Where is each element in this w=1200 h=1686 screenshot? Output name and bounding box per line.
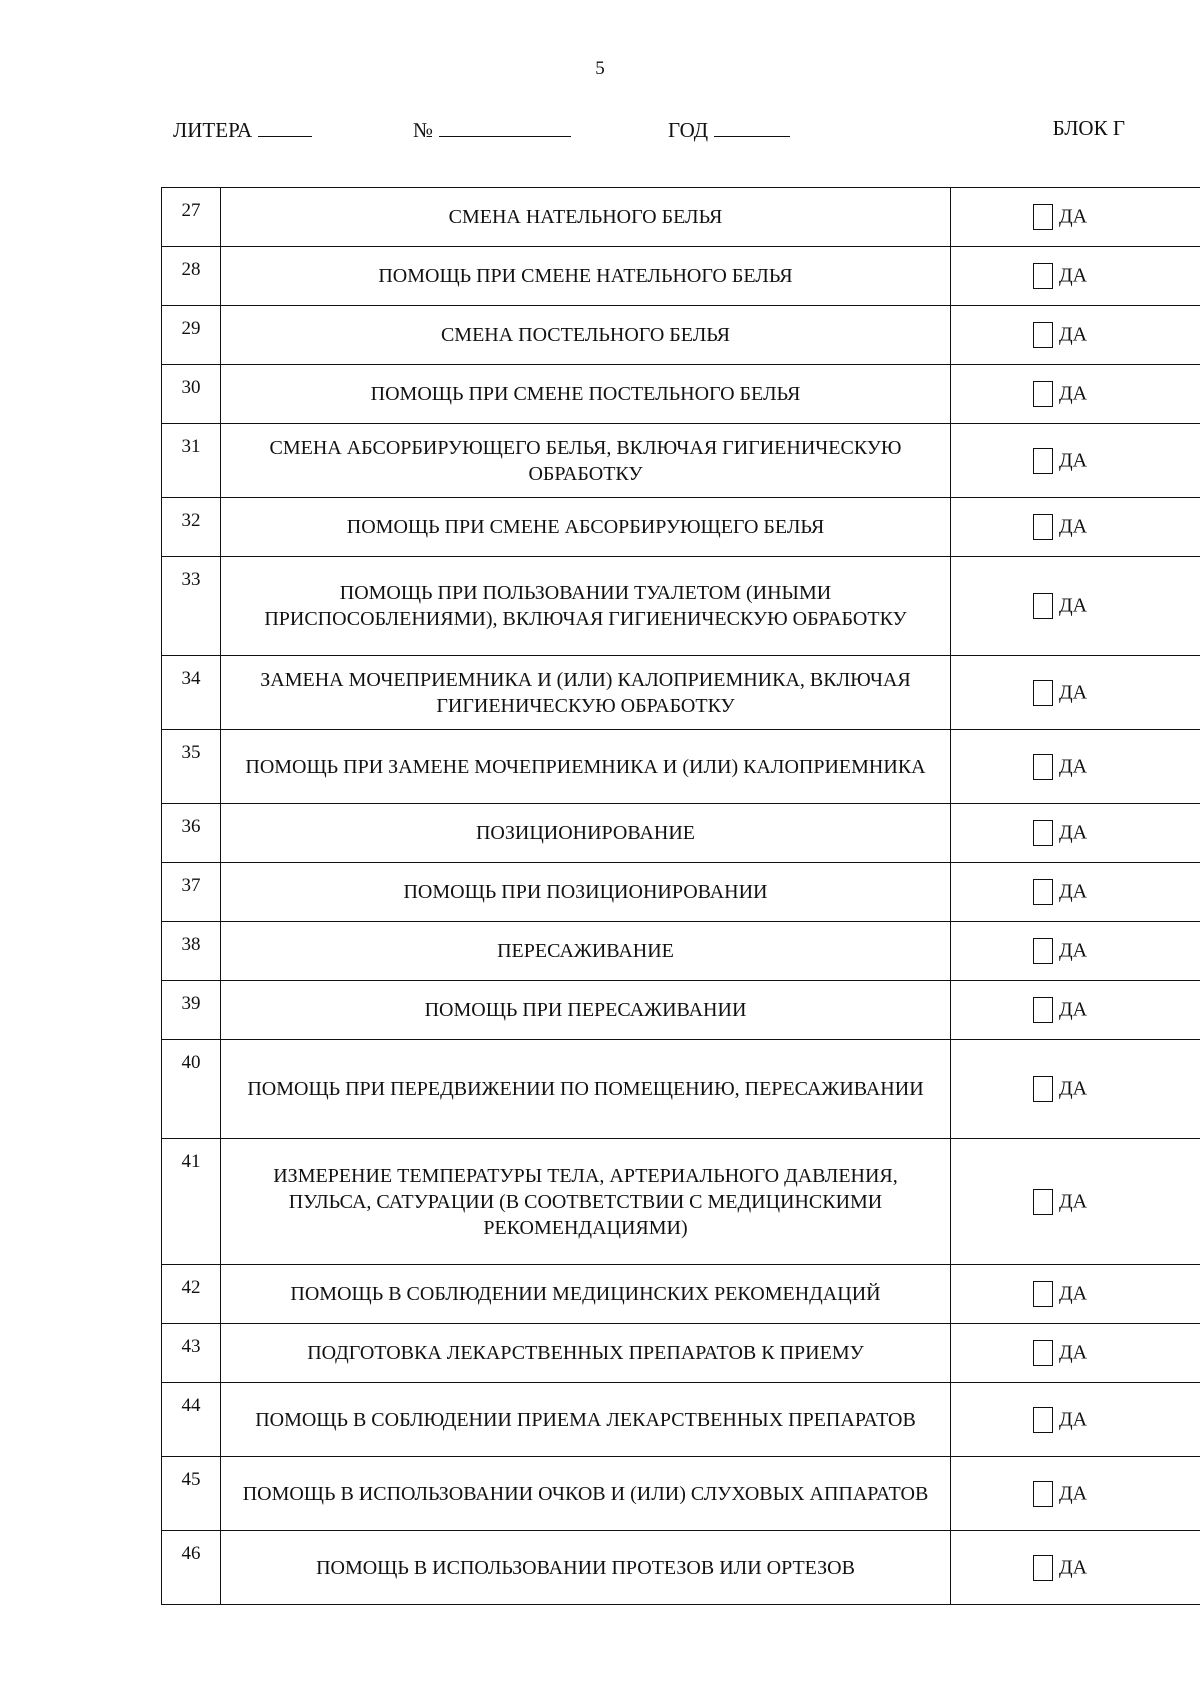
row-answer-cell xyxy=(951,656,1200,730)
empty-checkbox-icon[interactable] xyxy=(1033,204,1053,230)
empty-checkbox-icon[interactable] xyxy=(1033,938,1053,964)
row-number: 34 xyxy=(162,656,221,730)
answer-label: ДА xyxy=(1059,205,1088,228)
litera-blank[interactable] xyxy=(258,116,312,137)
table-row xyxy=(162,1383,1200,1457)
litera-label: ЛИТЕРА xyxy=(173,118,253,142)
page-number: 5 xyxy=(595,58,605,79)
empty-checkbox-icon[interactable] xyxy=(1033,1407,1053,1433)
table-row xyxy=(162,365,1200,424)
row-number: 37 xyxy=(162,863,221,922)
row-answer-cell xyxy=(951,1324,1200,1383)
row-answer-cell xyxy=(951,804,1200,863)
answer-label: ДА xyxy=(1059,939,1088,962)
row-service-text: ИЗМЕРЕНИЕ ТЕМПЕРАТУРЫ ТЕЛА, АРТЕРИАЛЬНОГО ДАВЛЕНИЯ, ПУЛЬСА, САТУРАЦИИ (В СООТВЕТСТВИИ С МЕДИЦИНСКИМИ РЕКОМЕНДАЦИЯМИ) xyxy=(221,1139,951,1265)
answer-label: ДА xyxy=(1059,323,1088,346)
row-service-text: ПОМОЩЬ ПРИ ПЕРЕДВИЖЕНИИ ПО ПОМЕЩЕНИЮ, ПЕРЕСАЖИВАНИИ xyxy=(221,1040,951,1139)
row-number: 29 xyxy=(162,306,221,365)
answer-label: ДА xyxy=(1059,449,1088,471)
row-answer-cell xyxy=(951,1457,1200,1531)
empty-checkbox-icon[interactable] xyxy=(1033,997,1053,1023)
empty-checkbox-icon[interactable] xyxy=(1033,1481,1053,1507)
row-service-text: СМЕНА АБСОРБИРУЮЩЕГО БЕЛЬЯ, ВКЛЮЧАЯ ГИГИЕНИЧЕСКУЮ ОБРАБОТКУ xyxy=(221,424,951,498)
table-row xyxy=(162,188,1200,247)
row-number: 44 xyxy=(162,1383,221,1457)
empty-checkbox-icon[interactable] xyxy=(1033,1340,1053,1366)
empty-checkbox-icon[interactable] xyxy=(1033,754,1053,780)
row-answer-cell xyxy=(951,1531,1200,1605)
empty-checkbox-icon[interactable] xyxy=(1033,263,1053,289)
row-service-text: ПОМОЩЬ ПРИ ПОЛЬЗОВАНИИ ТУАЛЕТОМ (ИНЫМИ ПРИСПОСОБЛЕНИЯМИ), ВКЛЮЧАЯ ГИГИЕНИЧЕСКУЮ ОБРАБОТКУ xyxy=(221,557,951,656)
number-label: № xyxy=(413,118,434,142)
row-number: 27 xyxy=(162,188,221,247)
row-answer-cell xyxy=(951,1040,1200,1139)
answer-label: ДА xyxy=(1059,1408,1088,1430)
table-row xyxy=(162,424,1200,498)
empty-checkbox-icon[interactable] xyxy=(1033,879,1053,905)
answer-label: ДА xyxy=(1059,880,1088,903)
number-blank[interactable] xyxy=(439,116,571,137)
empty-checkbox-icon[interactable] xyxy=(1033,1076,1053,1102)
row-answer-cell xyxy=(951,981,1200,1040)
answer-label: ДА xyxy=(1059,1556,1088,1578)
answer-label: ДА xyxy=(1059,1077,1088,1100)
answer-label: ДА xyxy=(1059,1341,1088,1364)
row-answer-cell xyxy=(951,730,1200,804)
answer-label: ДА xyxy=(1059,755,1088,777)
table-row xyxy=(162,498,1200,557)
answer-label: ДА xyxy=(1059,594,1088,617)
row-answer-cell xyxy=(951,922,1200,981)
answer-label: ДА xyxy=(1059,382,1088,405)
empty-checkbox-icon[interactable] xyxy=(1033,381,1053,407)
row-answer-cell xyxy=(951,1265,1200,1324)
litera-field xyxy=(173,116,312,143)
year-label: ГОД xyxy=(668,118,709,142)
row-service-text: ПОЗИЦИОНИРОВАНИЕ xyxy=(221,804,951,863)
empty-checkbox-icon[interactable] xyxy=(1033,593,1053,619)
empty-checkbox-icon[interactable] xyxy=(1033,1281,1053,1307)
empty-checkbox-icon[interactable] xyxy=(1033,322,1053,348)
table-row xyxy=(162,804,1200,863)
row-service-text: ПОМОЩЬ В СОБЛЮДЕНИИ МЕДИЦИНСКИХ РЕКОМЕНДАЦИЙ xyxy=(221,1265,951,1324)
table-row xyxy=(162,730,1200,804)
row-number: 35 xyxy=(162,730,221,804)
table-row xyxy=(162,1457,1200,1531)
row-answer-cell xyxy=(951,1383,1200,1457)
row-answer-cell xyxy=(951,306,1200,365)
number-field xyxy=(413,116,571,143)
year-blank[interactable] xyxy=(714,116,790,137)
row-number: 46 xyxy=(162,1531,221,1605)
answer-label: ДА xyxy=(1059,1190,1088,1212)
answer-label: ДА xyxy=(1059,821,1088,844)
block-label: БЛОК Г xyxy=(1052,116,1125,140)
row-service-text: СМЕНА ПОСТЕЛЬНОГО БЕЛЬЯ xyxy=(221,306,951,365)
row-number: 43 xyxy=(162,1324,221,1383)
empty-checkbox-icon[interactable] xyxy=(1033,514,1053,540)
answer-label: ДА xyxy=(1059,1482,1088,1504)
answer-label: ДА xyxy=(1059,681,1088,703)
table-row xyxy=(162,1139,1200,1265)
answer-label: ДА xyxy=(1059,1282,1088,1305)
answer-label: ДА xyxy=(1059,515,1088,538)
table-row xyxy=(162,981,1200,1040)
row-number: 30 xyxy=(162,365,221,424)
table-row xyxy=(162,1531,1200,1605)
empty-checkbox-icon[interactable] xyxy=(1033,448,1053,474)
table-row xyxy=(162,247,1200,306)
row-number: 41 xyxy=(162,1139,221,1265)
row-answer-cell xyxy=(951,498,1200,557)
row-number: 40 xyxy=(162,1040,221,1139)
row-service-text: СМЕНА НАТЕЛЬНОГО БЕЛЬЯ xyxy=(221,188,951,247)
row-number: 33 xyxy=(162,557,221,656)
table-row xyxy=(162,1040,1200,1139)
row-answer-cell xyxy=(951,424,1200,498)
row-number: 45 xyxy=(162,1457,221,1531)
answer-label: ДА xyxy=(1059,998,1088,1021)
table-row xyxy=(162,922,1200,981)
row-service-text: ПОМОЩЬ В ИСПОЛЬЗОВАНИИ ПРОТЕЗОВ ИЛИ ОРТЕЗОВ xyxy=(221,1531,951,1605)
row-service-text: ПОМОЩЬ ПРИ ЗАМЕНЕ МОЧЕПРИЕМНИКА И (ИЛИ) КАЛОПРИЕМНИКА xyxy=(221,730,951,804)
empty-checkbox-icon[interactable] xyxy=(1033,820,1053,846)
year-field xyxy=(668,116,790,143)
table-row xyxy=(162,1265,1200,1324)
row-service-text: ПОМОЩЬ ПРИ СМЕНЕ АБСОРБИРУЮЩЕГО БЕЛЬЯ xyxy=(221,498,951,557)
table-row xyxy=(162,1324,1200,1383)
table-row xyxy=(162,656,1200,730)
row-number: 36 xyxy=(162,804,221,863)
row-service-text: ПОМОЩЬ В СОБЛЮДЕНИИ ПРИЕМА ЛЕКАРСТВЕННЫХ ПРЕПАРАТОВ xyxy=(221,1383,951,1457)
row-answer-cell xyxy=(951,863,1200,922)
row-service-text: ПОМОЩЬ ПРИ СМЕНЕ ПОСТЕЛЬНОГО БЕЛЬЯ xyxy=(221,365,951,424)
table-row xyxy=(162,557,1200,656)
empty-checkbox-icon[interactable] xyxy=(1033,680,1053,706)
row-service-text: ПЕРЕСАЖИВАНИЕ xyxy=(221,922,951,981)
row-answer-cell xyxy=(951,247,1200,306)
row-number: 42 xyxy=(162,1265,221,1324)
row-service-text: ПОМОЩЬ ПРИ ПЕРЕСАЖИВАНИИ xyxy=(221,981,951,1040)
form-header xyxy=(0,116,1200,146)
answer-label: ДА xyxy=(1059,264,1088,287)
row-service-text: ПОМОЩЬ ПРИ СМЕНЕ НАТЕЛЬНОГО БЕЛЬЯ xyxy=(221,247,951,306)
row-service-text: ЗАМЕНА МОЧЕПРИЕМНИКА И (ИЛИ) КАЛОПРИЕМНИКА, ВКЛЮЧАЯ ГИГИЕНИЧЕСКУЮ ОБРАБОТКУ xyxy=(221,656,951,730)
empty-checkbox-icon[interactable] xyxy=(1033,1189,1053,1215)
row-service-text: ПОДГОТОВКА ЛЕКАРСТВЕННЫХ ПРЕПАРАТОВ К ПРИЕМУ xyxy=(221,1324,951,1383)
table-row xyxy=(162,863,1200,922)
services-table xyxy=(161,187,1200,1605)
row-answer-cell xyxy=(951,188,1200,247)
row-answer-cell xyxy=(951,365,1200,424)
table-row xyxy=(162,306,1200,365)
row-number: 39 xyxy=(162,981,221,1040)
row-number: 31 xyxy=(162,424,221,498)
row-answer-cell xyxy=(951,557,1200,656)
row-answer-cell xyxy=(951,1139,1200,1265)
row-number: 32 xyxy=(162,498,221,557)
row-number: 38 xyxy=(162,922,221,981)
row-service-text: ПОМОЩЬ В ИСПОЛЬЗОВАНИИ ОЧКОВ И (ИЛИ) СЛУХОВЫХ АППАРАТОВ xyxy=(221,1457,951,1531)
row-service-text: ПОМОЩЬ ПРИ ПОЗИЦИОНИРОВАНИИ xyxy=(221,863,951,922)
row-number: 28 xyxy=(162,247,221,306)
empty-checkbox-icon[interactable] xyxy=(1033,1555,1053,1581)
